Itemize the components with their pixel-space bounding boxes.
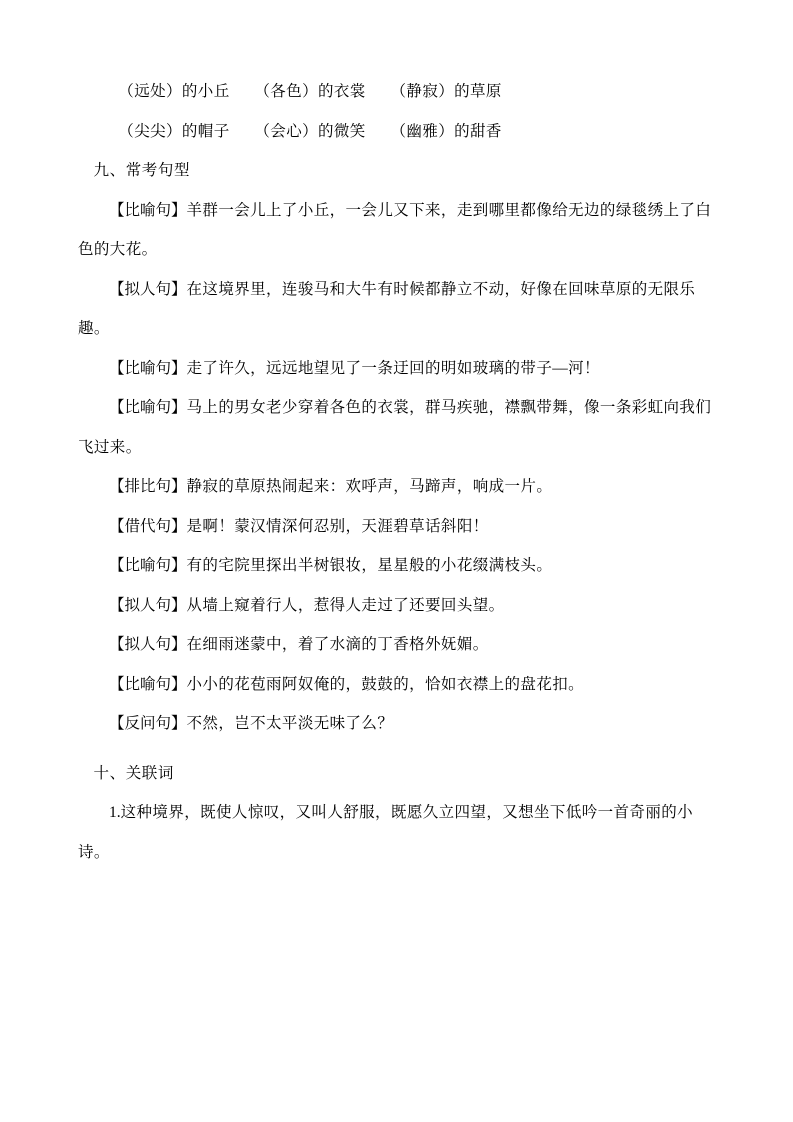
sentence-type-tag: 【反问句】 — [109, 715, 187, 733]
sentence-text: 在这境界里，连骏马和大牛有时候都静立不动，好像在回味草原的无限乐趣。 — [78, 280, 696, 338]
sentence-text: 小小的花苞雨阿奴俺的，鼓鼓的，恰如衣襟上的盘花扣。 — [186, 675, 585, 693]
sentence-text: 羊群一会儿上了小丘，一会儿又下来，走到哪里都像给无边的绿毯绣上了白色的大花。 — [78, 201, 712, 259]
sentence-type-tag: 【借代句】 — [109, 517, 187, 535]
sentence-type-tag: 【比喻句】 — [109, 557, 187, 575]
sentence-entry — [78, 191, 715, 270]
sentence-text: 有的宅院里探出半树银妆，星星般的小花缀满枝头。 — [186, 557, 553, 575]
fill-in-item: （会心）的微笑 — [254, 122, 366, 140]
section-spacer — [78, 744, 715, 754]
fill-in-item: （静寂）的草原 — [390, 83, 502, 100]
sentence-entry — [78, 467, 715, 507]
fill-in-line — [78, 72, 715, 112]
conjunction-entry — [78, 793, 715, 872]
entry-text: 这种境界，既使人惊叹，又叫人舒服，既愿久立四望，又想坐下低吟一首奇丽的小诗。 — [78, 804, 694, 861]
sentence-entry — [78, 625, 715, 665]
fill-in-item: （各色）的衣裳 — [254, 83, 366, 100]
sentence-entry — [78, 665, 715, 705]
fill-in-item: （尖尖）的帽子 — [118, 122, 230, 140]
sentence-entry — [78, 586, 715, 626]
fill-in-item: （远处）的小丘 — [118, 83, 230, 100]
section-heading-conjunctions: 十、关联词 — [93, 764, 175, 782]
sentence-entry — [78, 388, 715, 467]
sentence-type-tag: 【比喻句】 — [109, 359, 187, 377]
sentence-text: 不然，岂不太平淡无味了么？ — [186, 715, 394, 733]
sentence-entry — [78, 546, 715, 586]
sentence-entry — [78, 507, 715, 547]
sentence-text: 走了许久，远远地望见了一条迂回的明如玻璃的带子—河！ — [186, 359, 600, 377]
section-heading-sentence-patterns: 九、常考句型 — [93, 162, 191, 180]
sentence-text: 静寂的草原热闹起来：欢呼声，马蹄声，响成一片。 — [186, 478, 553, 496]
sentence-type-tag: 【比喻句】 — [109, 399, 187, 417]
sentence-text: 马上的男女老少穿着各色的衣裳，群马疾驰，襟飘带舞，像一条彩虹向我们飞过来。 — [78, 399, 712, 456]
sentence-entry — [78, 270, 715, 349]
fill-in-item: （幽雅）的甜香 — [390, 122, 502, 140]
sentence-text: 从墙上窥着行人，惹得人走过了还要回头望。 — [186, 596, 505, 614]
sentence-type-tag: 【比喻句】 — [109, 675, 187, 693]
sentence-text: 在细雨迷蒙中，着了水滴的丁香格外妩媚。 — [186, 636, 489, 654]
sentence-type-tag: 【比喻句】 — [109, 201, 187, 219]
fill-in-line — [78, 112, 715, 152]
sentence-type-tag: 【排比句】 — [109, 478, 187, 496]
sentence-text: 是啊！蒙汉情深何忍别，天涯碧草话斜阳！ — [186, 517, 489, 535]
sentence-entry — [78, 704, 715, 744]
sentence-entry — [78, 349, 715, 389]
entry-number: 1. — [109, 804, 121, 822]
document-body — [78, 72, 715, 872]
sentence-type-tag: 【拟人句】 — [109, 596, 187, 614]
sentence-type-tag: 【拟人句】 — [109, 636, 187, 654]
sentence-type-tag: 【拟人句】 — [109, 280, 187, 298]
